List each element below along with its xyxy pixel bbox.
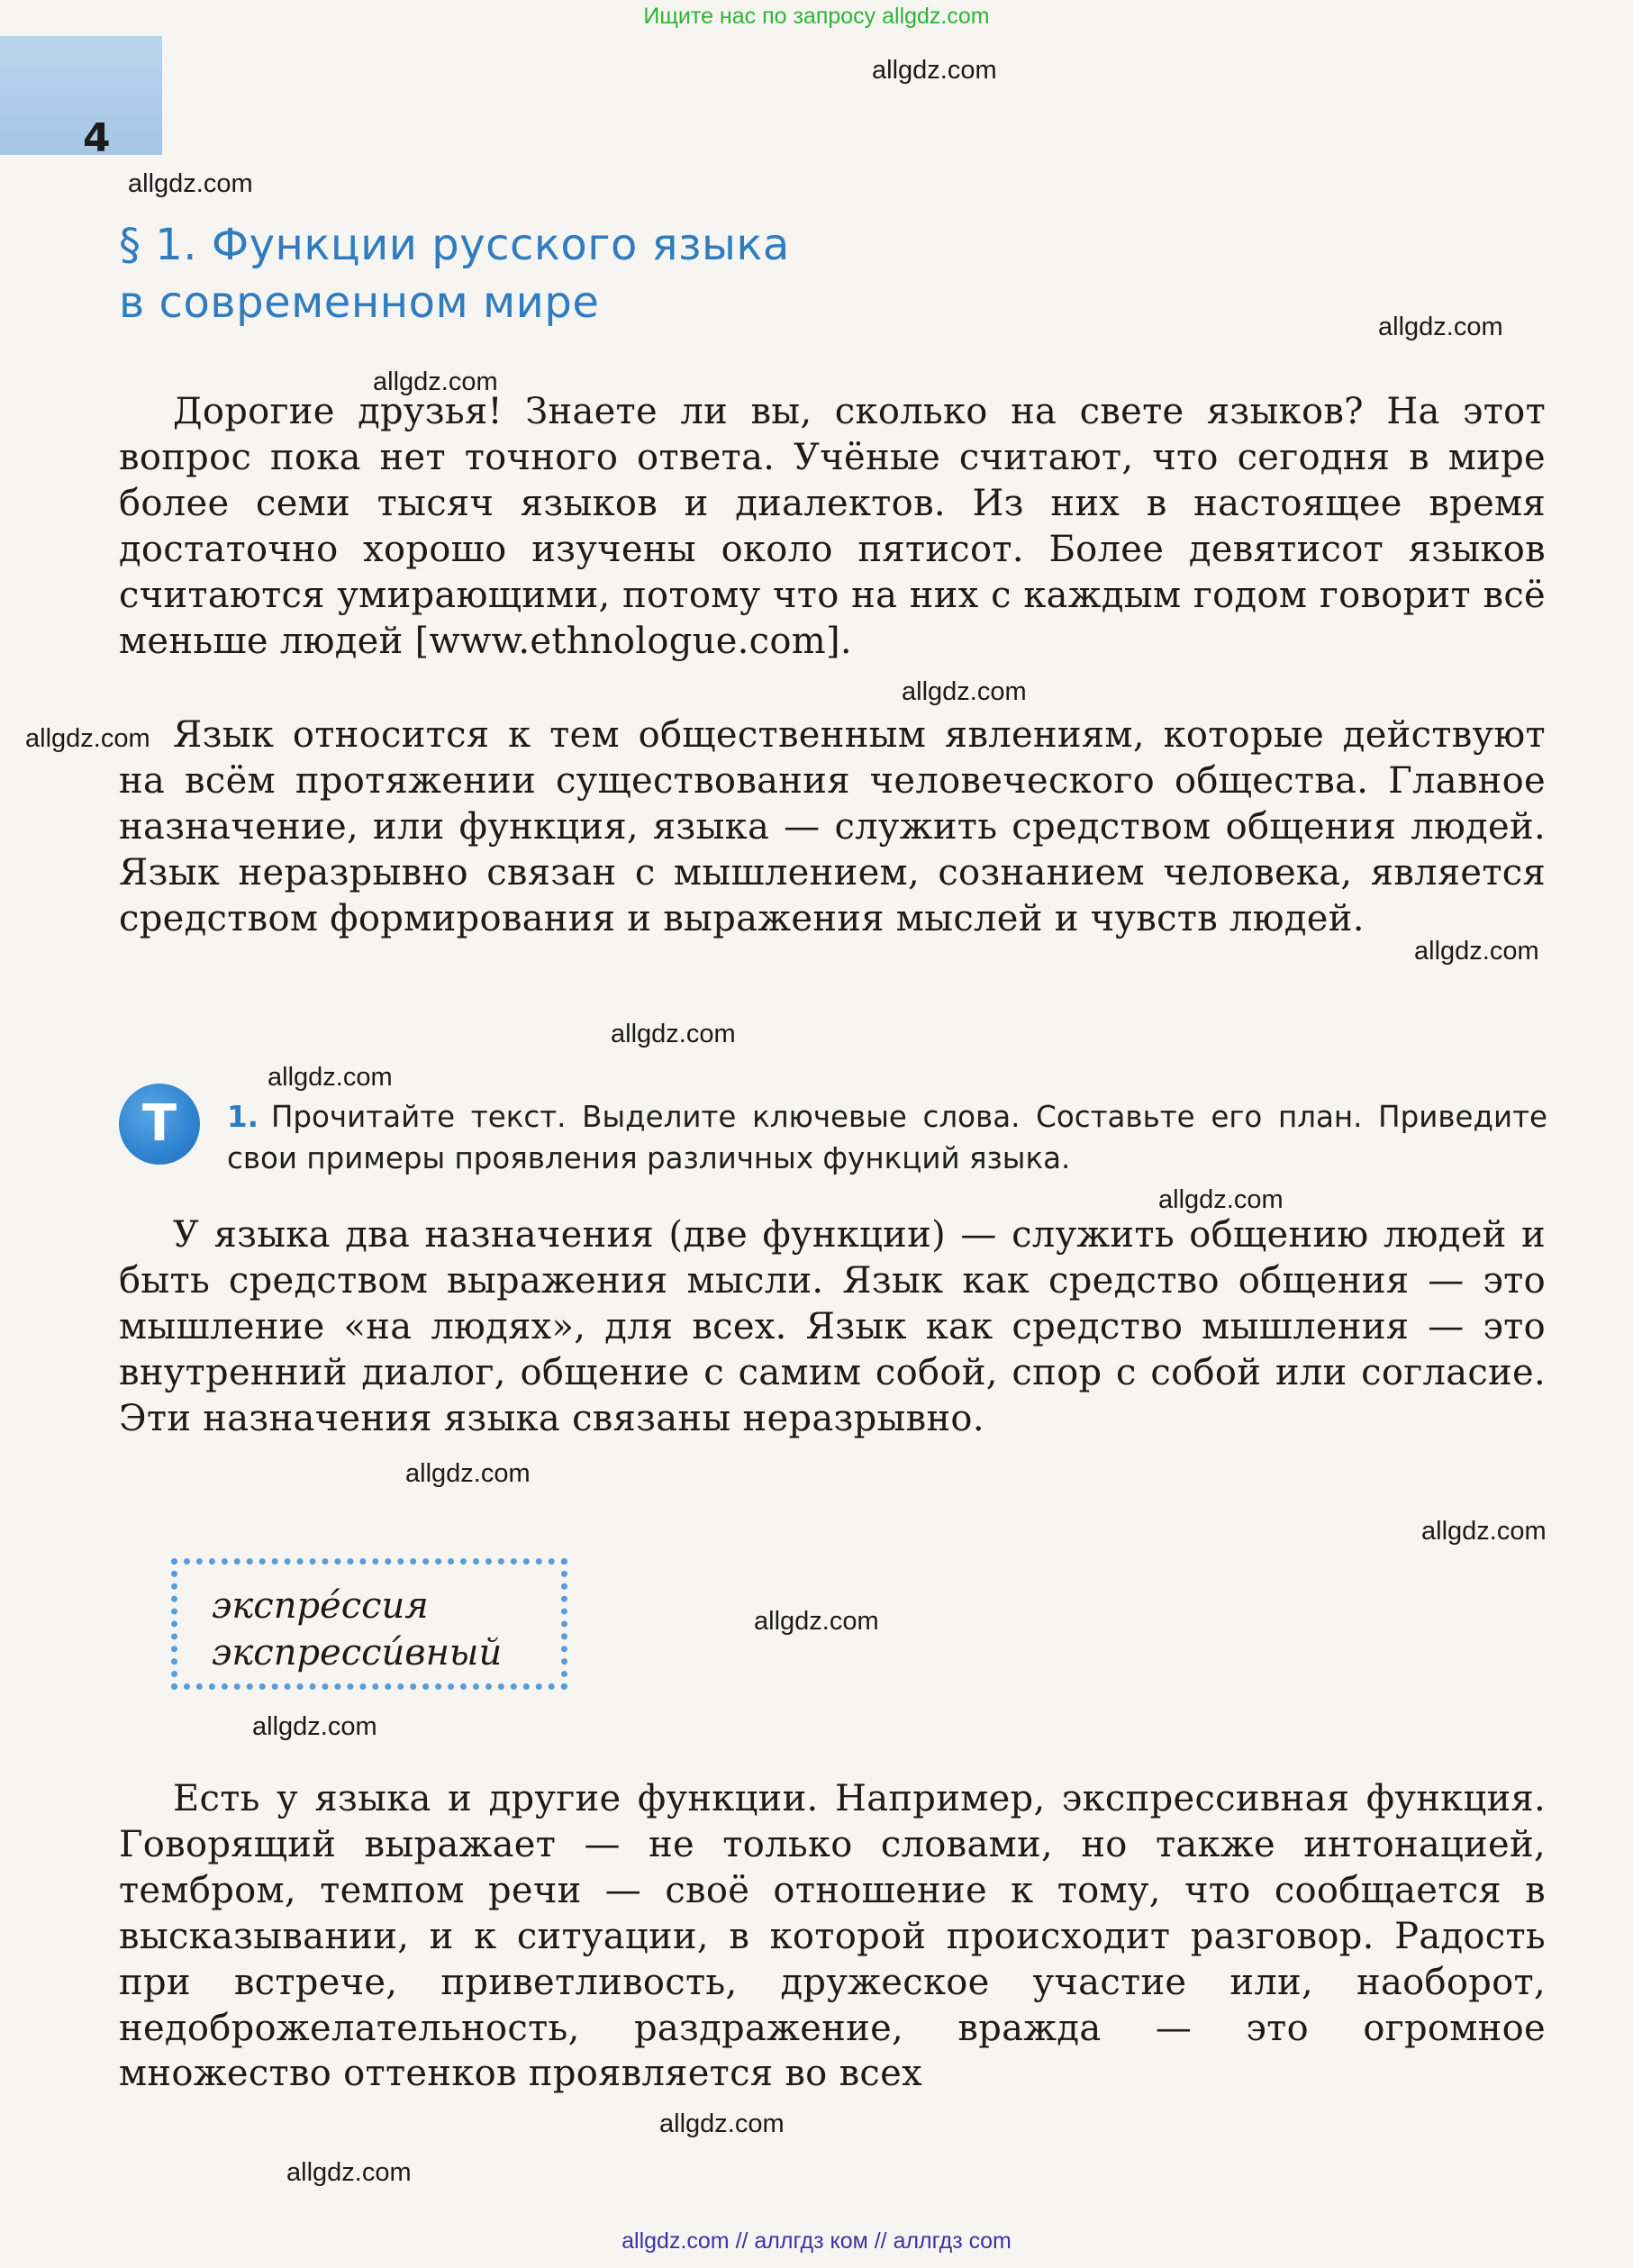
watermark: allgdz.com	[659, 2109, 785, 2138]
watermark: allgdz.com	[1158, 1185, 1284, 1214]
vocab-word-1: экспре́ссия	[212, 1585, 429, 1627]
watermark: allgdz.com	[268, 1063, 393, 1092]
paragraph-3: У языка два назначения (две функции) — служить общению людей и быть средством выражения мысли. Язык как средство общения — это мышление «на людях», для всех. Язык как средство мышления — это внутренний диалог, общение с самим собой, спор с собой или согласие. Эти назначения языка связаны неразрывно.	[119, 1214, 1546, 1439]
watermark: allgdz.com	[872, 56, 997, 85]
vocabulary-box	[171, 1558, 567, 1690]
task-number: 1.	[227, 1100, 259, 1134]
watermark: allgdz.com	[128, 169, 253, 198]
page-number: 4	[83, 115, 111, 161]
watermark: allgdz.com	[286, 2158, 412, 2187]
task-1	[227, 1096, 1547, 1179]
bottom-banner[interactable]: allgdz.com // аллгдз ком // аллгдз com	[621, 2228, 1012, 2254]
watermark: allgdz.com	[373, 367, 498, 396]
watermark: allgdz.com	[1421, 1517, 1547, 1546]
paragraph-4: Есть у языка и другие функции. Например, экспрессивная функция. Говорящий выражает — не только словами, но также интонацией, тембром, темпом речи — своё отношение к тому, что сообщается в высказывании, и к ситуации, в которой происходит разговор. Радость при встрече, приветливость, дружеское участие или, наоборот, недоброжелательность, раздражение, вражда — это огромное множество оттенков проявляется во всех	[119, 1778, 1546, 2095]
watermark: allgdz.com	[902, 677, 1027, 706]
paragraph-1: Дорогие друзья! Знаете ли вы, сколько на свете языков? На этот вопрос пока нет точного ответа. Учёные считают, что сегодня в мире более семи тысяч языков и диалектов. Из них в настоящее время достаточно хорошо изучены около пятисот. Более девятисот языков считаются умирающими, потому что на них с каждым годом говорит всё меньше людей [www.ethnologue.com].	[119, 391, 1546, 662]
paragraph-2: Язык относится к тем общественным явлениям, которые действуют на всём протяжении существования человеческого общества. Главное назначение, или функция, языка — служить средством общения людей. Язык неразрывно связан с мышлением, сознанием человека, является средством формирования и выражения мыслей и чувств людей.	[119, 714, 1546, 939]
watermark: allgdz.com	[1378, 313, 1503, 341]
section-title-line-1: § 1. Функции русского языка	[119, 220, 790, 270]
top-banner[interactable]: Ищите нас по запросу allgdz.com	[643, 4, 990, 29]
watermark: allgdz.com	[25, 724, 150, 753]
section-title-line-2: в современном мире	[119, 277, 600, 328]
watermark: allgdz.com	[405, 1459, 531, 1488]
vocab-word-2: экспресси́вный	[212, 1632, 503, 1674]
task-t-icon: Т	[119, 1084, 200, 1165]
watermark: allgdz.com	[611, 1020, 736, 1048]
task-text: Прочитайте текст. Выделите ключевые слова. Составьте его план. Приведите свои примеры проявления различных функций языка.	[227, 1100, 1547, 1175]
watermark: allgdz.com	[252, 1712, 377, 1741]
corner-tab	[0, 36, 162, 155]
watermark: allgdz.com	[1414, 937, 1539, 966]
section-title	[119, 216, 790, 331]
watermark: allgdz.com	[754, 1607, 879, 1636]
